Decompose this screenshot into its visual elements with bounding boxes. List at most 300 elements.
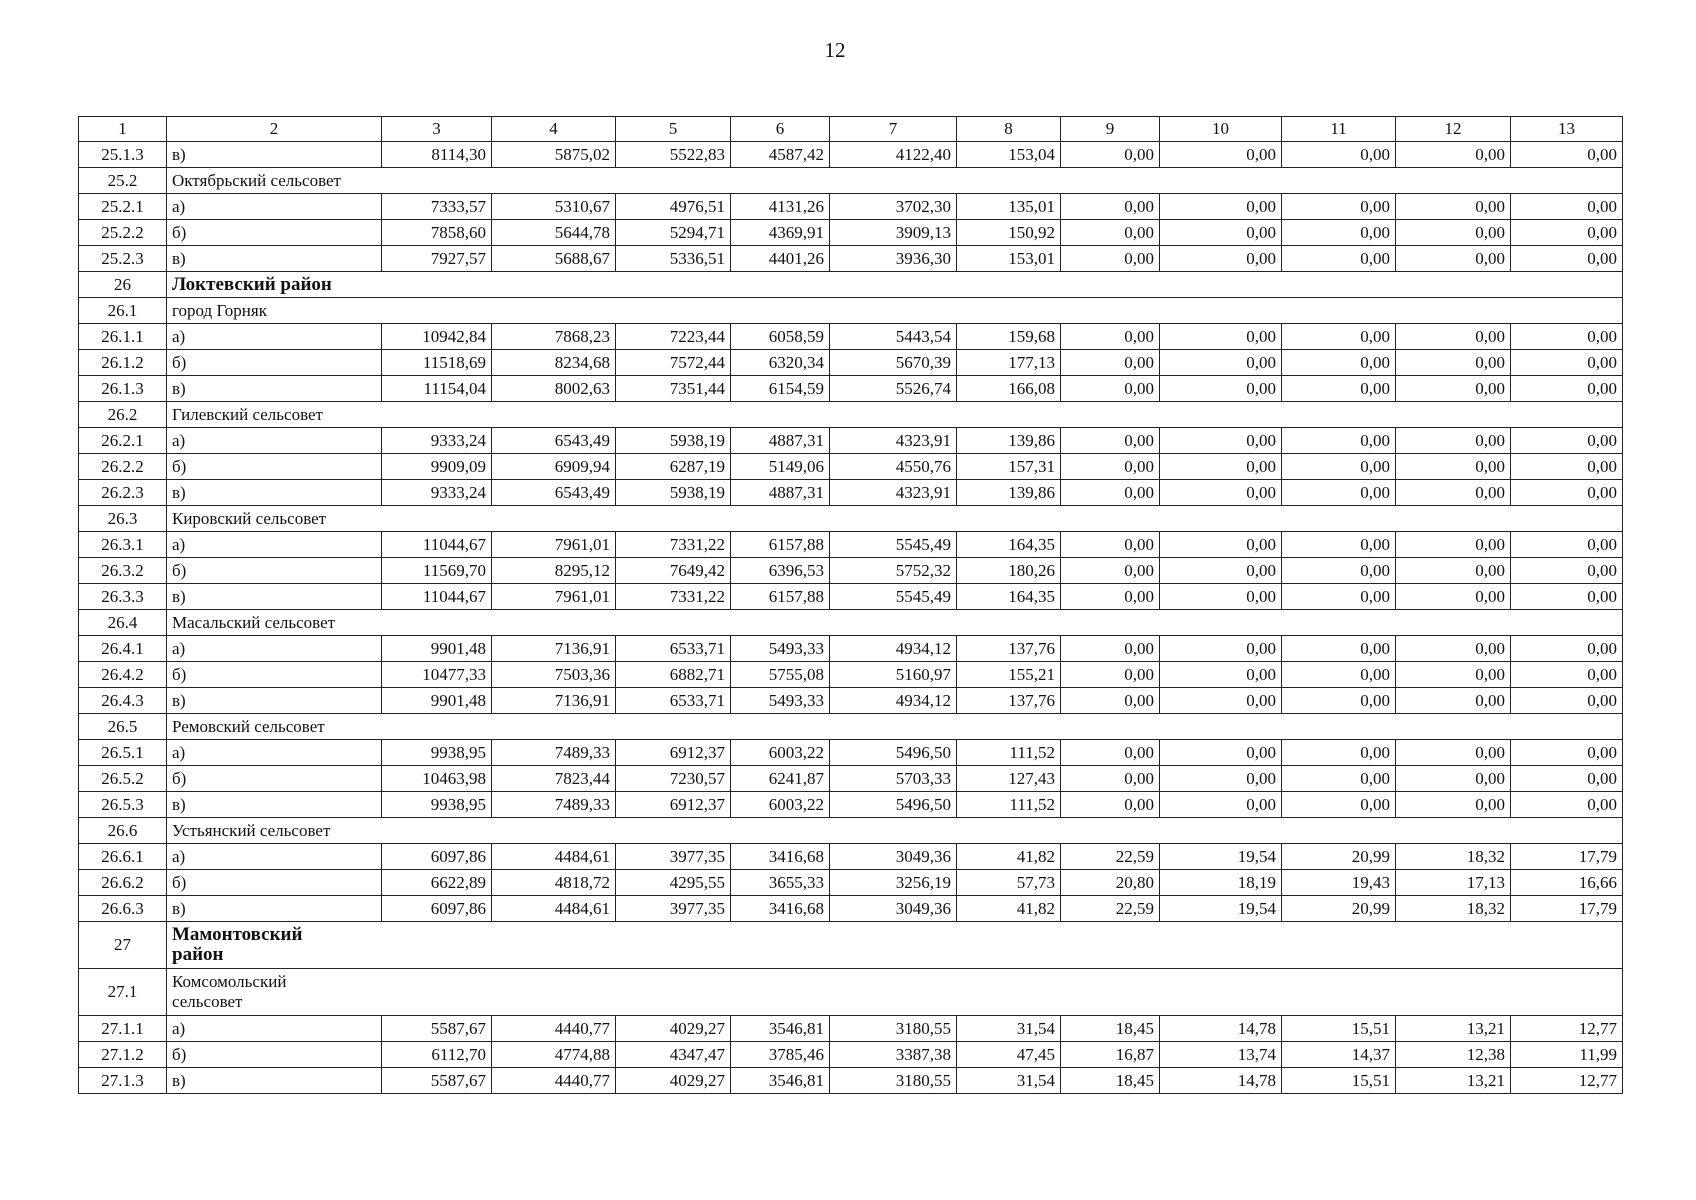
value-cell: 0,00 xyxy=(1511,766,1623,792)
value-cell: 5545,49 xyxy=(830,584,957,610)
value-cell: 8234,68 xyxy=(492,350,616,376)
value-cell: 0,00 xyxy=(1396,662,1511,688)
value-cell: 0,00 xyxy=(1160,584,1282,610)
value-cell: 159,68 xyxy=(957,324,1061,350)
value-cell: 3256,19 xyxy=(830,870,957,896)
value-cell: 4323,91 xyxy=(830,480,957,506)
value-cell: 5938,19 xyxy=(616,480,731,506)
table-row xyxy=(79,662,1623,688)
region-title: Мамонтовский район xyxy=(167,922,1623,969)
value-cell: 5496,50 xyxy=(830,792,957,818)
value-cell: 3387,38 xyxy=(830,1042,957,1068)
value-cell: 0,00 xyxy=(1160,454,1282,480)
row-id: 27.1.2 xyxy=(79,1042,167,1068)
value-cell: 7649,42 xyxy=(616,558,731,584)
value-cell: 13,74 xyxy=(1160,1042,1282,1068)
table-row xyxy=(79,558,1623,584)
value-cell: 0,00 xyxy=(1396,480,1511,506)
value-cell: 0,00 xyxy=(1282,142,1396,168)
value-cell: 0,00 xyxy=(1160,480,1282,506)
column-header: 1 xyxy=(79,117,167,142)
value-cell: 6241,87 xyxy=(731,766,830,792)
row-id: 25.2.1 xyxy=(79,194,167,220)
value-cell: 18,45 xyxy=(1061,1016,1160,1042)
value-cell: 9901,48 xyxy=(382,636,492,662)
section-row xyxy=(79,714,1623,740)
value-cell: 11044,67 xyxy=(382,532,492,558)
row-id: 25.2.2 xyxy=(79,220,167,246)
section-row xyxy=(79,506,1623,532)
value-cell: 111,52 xyxy=(957,792,1061,818)
value-cell: 4440,77 xyxy=(492,1016,616,1042)
table-row xyxy=(79,246,1623,272)
column-header: 6 xyxy=(731,117,830,142)
value-cell: 0,00 xyxy=(1396,688,1511,714)
value-cell: 4887,31 xyxy=(731,480,830,506)
value-cell: 41,82 xyxy=(957,844,1061,870)
value-cell: 3977,35 xyxy=(616,896,731,922)
value-cell: 6533,71 xyxy=(616,636,731,662)
value-cell: 12,77 xyxy=(1511,1016,1623,1042)
value-cell: 164,35 xyxy=(957,584,1061,610)
value-cell: 5310,67 xyxy=(492,194,616,220)
value-cell: 0,00 xyxy=(1396,792,1511,818)
row-variant-label: а) xyxy=(167,428,382,454)
value-cell: 5587,67 xyxy=(382,1016,492,1042)
value-cell: 20,80 xyxy=(1061,870,1160,896)
column-header: 12 xyxy=(1396,117,1511,142)
value-cell: 4029,27 xyxy=(616,1068,731,1094)
value-cell: 0,00 xyxy=(1061,740,1160,766)
value-cell: 0,00 xyxy=(1396,558,1511,584)
value-cell: 7858,60 xyxy=(382,220,492,246)
value-cell: 4131,26 xyxy=(731,194,830,220)
table-row xyxy=(79,350,1623,376)
value-cell: 135,01 xyxy=(957,194,1061,220)
value-cell: 6154,59 xyxy=(731,376,830,402)
value-cell: 22,59 xyxy=(1061,896,1160,922)
value-cell: 0,00 xyxy=(1396,740,1511,766)
row-id: 27.1 xyxy=(79,969,167,1016)
value-cell: 4818,72 xyxy=(492,870,616,896)
value-cell: 0,00 xyxy=(1511,454,1623,480)
value-cell: 22,59 xyxy=(1061,844,1160,870)
row-id: 26.2.1 xyxy=(79,428,167,454)
value-cell: 5688,67 xyxy=(492,246,616,272)
value-cell: 0,00 xyxy=(1061,662,1160,688)
value-cell: 9333,24 xyxy=(382,480,492,506)
value-cell: 6396,53 xyxy=(731,558,830,584)
value-cell: 7136,91 xyxy=(492,636,616,662)
value-cell: 4934,12 xyxy=(830,636,957,662)
value-cell: 7136,91 xyxy=(492,688,616,714)
column-header: 8 xyxy=(957,117,1061,142)
value-cell: 6622,89 xyxy=(382,870,492,896)
value-cell: 0,00 xyxy=(1282,558,1396,584)
value-cell: 4323,91 xyxy=(830,428,957,454)
value-cell: 8295,12 xyxy=(492,558,616,584)
value-cell: 7961,01 xyxy=(492,584,616,610)
value-cell: 6533,71 xyxy=(616,688,731,714)
table-row xyxy=(79,1042,1623,1068)
value-cell: 0,00 xyxy=(1061,688,1160,714)
row-id: 26.4.2 xyxy=(79,662,167,688)
value-cell: 9901,48 xyxy=(382,688,492,714)
value-cell: 6912,37 xyxy=(616,740,731,766)
value-cell: 10942,84 xyxy=(382,324,492,350)
value-cell: 6912,37 xyxy=(616,792,731,818)
section-title: Гилевский сельсовет xyxy=(167,402,1623,428)
row-id: 26.1.3 xyxy=(79,376,167,402)
row-variant-label: в) xyxy=(167,142,382,168)
row-variant-label: в) xyxy=(167,896,382,922)
value-cell: 0,00 xyxy=(1282,584,1396,610)
value-cell: 17,13 xyxy=(1396,870,1511,896)
value-cell: 4122,40 xyxy=(830,142,957,168)
value-cell: 3416,68 xyxy=(731,844,830,870)
value-cell: 3936,30 xyxy=(830,246,957,272)
value-cell: 7230,57 xyxy=(616,766,731,792)
row-variant-label: в) xyxy=(167,480,382,506)
value-cell: 4887,31 xyxy=(731,428,830,454)
table-row xyxy=(79,766,1623,792)
value-cell: 137,76 xyxy=(957,688,1061,714)
table-row xyxy=(79,844,1623,870)
column-header: 3 xyxy=(382,117,492,142)
value-cell: 6157,88 xyxy=(731,532,830,558)
value-cell: 5526,74 xyxy=(830,376,957,402)
value-cell: 0,00 xyxy=(1511,194,1623,220)
value-cell: 0,00 xyxy=(1511,428,1623,454)
column-header: 9 xyxy=(1061,117,1160,142)
value-cell: 17,79 xyxy=(1511,896,1623,922)
value-cell: 14,37 xyxy=(1282,1042,1396,1068)
value-cell: 150,92 xyxy=(957,220,1061,246)
value-cell: 0,00 xyxy=(1061,558,1160,584)
value-cell: 18,32 xyxy=(1396,844,1511,870)
value-cell: 177,13 xyxy=(957,350,1061,376)
value-cell: 12,77 xyxy=(1511,1068,1623,1094)
value-cell: 0,00 xyxy=(1282,246,1396,272)
row-variant-label: б) xyxy=(167,350,382,376)
value-cell: 5644,78 xyxy=(492,220,616,246)
value-cell: 0,00 xyxy=(1511,584,1623,610)
value-cell: 0,00 xyxy=(1061,766,1160,792)
value-cell: 4369,91 xyxy=(731,220,830,246)
value-cell: 5160,97 xyxy=(830,662,957,688)
value-cell: 0,00 xyxy=(1061,532,1160,558)
value-cell: 0,00 xyxy=(1511,350,1623,376)
value-cell: 20,99 xyxy=(1282,844,1396,870)
value-cell: 8114,30 xyxy=(382,142,492,168)
row-variant-label: б) xyxy=(167,558,382,584)
row-id: 26.5.3 xyxy=(79,792,167,818)
value-cell: 9938,95 xyxy=(382,792,492,818)
value-cell: 0,00 xyxy=(1061,428,1160,454)
table-row xyxy=(79,792,1623,818)
value-cell: 139,86 xyxy=(957,428,1061,454)
section-title: Устьянский сельсовет xyxy=(167,818,1623,844)
value-cell: 3546,81 xyxy=(731,1068,830,1094)
value-cell: 7572,44 xyxy=(616,350,731,376)
value-cell: 139,86 xyxy=(957,480,1061,506)
value-cell: 0,00 xyxy=(1061,324,1160,350)
value-cell: 0,00 xyxy=(1282,480,1396,506)
value-cell: 11154,04 xyxy=(382,376,492,402)
row-variant-label: в) xyxy=(167,246,382,272)
row-id: 27 xyxy=(79,922,167,969)
row-id: 26.6.2 xyxy=(79,870,167,896)
value-cell: 5752,32 xyxy=(830,558,957,584)
value-cell: 6157,88 xyxy=(731,584,830,610)
value-cell: 16,87 xyxy=(1061,1042,1160,1068)
value-cell: 41,82 xyxy=(957,896,1061,922)
value-cell: 5294,71 xyxy=(616,220,731,246)
row-variant-label: б) xyxy=(167,662,382,688)
value-cell: 0,00 xyxy=(1511,246,1623,272)
value-cell: 6003,22 xyxy=(731,792,830,818)
table-row xyxy=(79,376,1623,402)
value-cell: 5587,67 xyxy=(382,1068,492,1094)
value-cell: 0,00 xyxy=(1160,194,1282,220)
value-cell: 0,00 xyxy=(1396,532,1511,558)
value-cell: 0,00 xyxy=(1160,688,1282,714)
value-cell: 5493,33 xyxy=(731,688,830,714)
value-cell: 7333,57 xyxy=(382,194,492,220)
value-cell: 10463,98 xyxy=(382,766,492,792)
value-cell: 3049,36 xyxy=(830,896,957,922)
value-cell: 5670,39 xyxy=(830,350,957,376)
column-header: 10 xyxy=(1160,117,1282,142)
section-title: Октябрьский сельсовет xyxy=(167,168,1623,194)
value-cell: 0,00 xyxy=(1282,428,1396,454)
row-variant-label: а) xyxy=(167,194,382,220)
value-cell: 0,00 xyxy=(1061,246,1160,272)
value-cell: 0,00 xyxy=(1061,454,1160,480)
value-cell: 0,00 xyxy=(1511,688,1623,714)
value-cell: 0,00 xyxy=(1282,454,1396,480)
row-id: 27.1.3 xyxy=(79,1068,167,1094)
column-header: 4 xyxy=(492,117,616,142)
value-cell: 0,00 xyxy=(1160,142,1282,168)
value-cell: 6882,71 xyxy=(616,662,731,688)
value-cell: 15,51 xyxy=(1282,1068,1396,1094)
row-variant-label: в) xyxy=(167,792,382,818)
value-cell: 166,08 xyxy=(957,376,1061,402)
value-cell: 0,00 xyxy=(1511,376,1623,402)
value-cell: 0,00 xyxy=(1282,194,1396,220)
value-cell: 14,78 xyxy=(1160,1016,1282,1042)
row-variant-label: б) xyxy=(167,766,382,792)
value-cell: 0,00 xyxy=(1282,636,1396,662)
table-row xyxy=(79,636,1623,662)
row-id: 26.3.1 xyxy=(79,532,167,558)
value-cell: 0,00 xyxy=(1282,350,1396,376)
value-cell: 4550,76 xyxy=(830,454,957,480)
value-cell: 0,00 xyxy=(1396,220,1511,246)
row-id: 26.4.3 xyxy=(79,688,167,714)
value-cell: 5545,49 xyxy=(830,532,957,558)
row-variant-label: а) xyxy=(167,740,382,766)
value-cell: 6909,94 xyxy=(492,454,616,480)
table-row xyxy=(79,688,1623,714)
table-row xyxy=(79,896,1623,922)
value-cell: 3702,30 xyxy=(830,194,957,220)
table-row xyxy=(79,1016,1623,1042)
value-cell: 11518,69 xyxy=(382,350,492,376)
row-id: 26.3.2 xyxy=(79,558,167,584)
value-cell: 0,00 xyxy=(1282,220,1396,246)
value-cell: 3977,35 xyxy=(616,844,731,870)
table-row xyxy=(79,1068,1623,1094)
section-title: Комсомольский сельсовет xyxy=(167,969,1623,1016)
row-variant-label: а) xyxy=(167,532,382,558)
value-cell: 0,00 xyxy=(1282,532,1396,558)
value-cell: 7489,33 xyxy=(492,792,616,818)
row-variant-label: в) xyxy=(167,376,382,402)
value-cell: 4347,47 xyxy=(616,1042,731,1068)
value-cell: 5493,33 xyxy=(731,636,830,662)
value-cell: 4029,27 xyxy=(616,1016,731,1042)
value-cell: 57,73 xyxy=(957,870,1061,896)
section-title: Масальский сельсовет xyxy=(167,610,1623,636)
row-id: 26.2.2 xyxy=(79,454,167,480)
value-cell: 0,00 xyxy=(1061,220,1160,246)
value-cell: 3049,36 xyxy=(830,844,957,870)
value-cell: 0,00 xyxy=(1282,688,1396,714)
value-cell: 17,79 xyxy=(1511,844,1623,870)
value-cell: 153,04 xyxy=(957,142,1061,168)
section-row xyxy=(79,168,1623,194)
value-cell: 0,00 xyxy=(1511,142,1623,168)
value-cell: 10477,33 xyxy=(382,662,492,688)
value-cell: 0,00 xyxy=(1061,376,1160,402)
value-cell: 0,00 xyxy=(1282,324,1396,350)
row-id: 26.1 xyxy=(79,298,167,324)
row-id: 26.6.1 xyxy=(79,844,167,870)
table-row xyxy=(79,428,1623,454)
section-row xyxy=(79,818,1623,844)
value-cell: 0,00 xyxy=(1396,766,1511,792)
region-row xyxy=(79,272,1623,298)
value-cell: 4295,55 xyxy=(616,870,731,896)
value-cell: 16,66 xyxy=(1511,870,1623,896)
value-cell: 0,00 xyxy=(1396,246,1511,272)
value-cell: 9909,09 xyxy=(382,454,492,480)
value-cell: 0,00 xyxy=(1396,324,1511,350)
value-cell: 18,19 xyxy=(1160,870,1282,896)
section-row xyxy=(79,298,1623,324)
table-row xyxy=(79,740,1623,766)
value-cell: 5938,19 xyxy=(616,428,731,454)
table-row xyxy=(79,324,1623,350)
value-cell: 5703,33 xyxy=(830,766,957,792)
value-cell: 0,00 xyxy=(1160,558,1282,584)
value-cell: 0,00 xyxy=(1396,376,1511,402)
row-variant-label: б) xyxy=(167,454,382,480)
value-cell: 0,00 xyxy=(1160,324,1282,350)
table-row xyxy=(79,584,1623,610)
value-cell: 7331,22 xyxy=(616,584,731,610)
value-cell: 3909,13 xyxy=(830,220,957,246)
column-header: 2 xyxy=(167,117,382,142)
value-cell: 0,00 xyxy=(1396,428,1511,454)
value-cell: 7489,33 xyxy=(492,740,616,766)
value-cell: 11,99 xyxy=(1511,1042,1623,1068)
value-cell: 0,00 xyxy=(1511,636,1623,662)
value-cell: 0,00 xyxy=(1160,350,1282,376)
value-cell: 6287,19 xyxy=(616,454,731,480)
value-cell: 157,31 xyxy=(957,454,1061,480)
value-cell: 4401,26 xyxy=(731,246,830,272)
value-cell: 7331,22 xyxy=(616,532,731,558)
row-variant-label: а) xyxy=(167,844,382,870)
section-row xyxy=(79,969,1623,1016)
section-title: Кировский сельсовет xyxy=(167,506,1623,532)
value-cell: 0,00 xyxy=(1282,740,1396,766)
value-cell: 0,00 xyxy=(1061,480,1160,506)
row-variant-label: в) xyxy=(167,1068,382,1094)
value-cell: 7503,36 xyxy=(492,662,616,688)
section-title: город Горняк xyxy=(167,298,1623,324)
value-cell: 0,00 xyxy=(1160,220,1282,246)
value-cell: 6058,59 xyxy=(731,324,830,350)
table-body xyxy=(79,142,1623,1094)
value-cell: 9938,95 xyxy=(382,740,492,766)
row-id: 26.5.1 xyxy=(79,740,167,766)
value-cell: 0,00 xyxy=(1282,376,1396,402)
value-cell: 0,00 xyxy=(1511,220,1623,246)
value-cell: 13,21 xyxy=(1396,1016,1511,1042)
row-variant-label: б) xyxy=(167,1042,382,1068)
value-cell: 4440,77 xyxy=(492,1068,616,1094)
value-cell: 0,00 xyxy=(1396,636,1511,662)
value-cell: 8002,63 xyxy=(492,376,616,402)
value-cell: 164,35 xyxy=(957,532,1061,558)
value-cell: 19,43 xyxy=(1282,870,1396,896)
page-number: 12 xyxy=(824,38,846,62)
region-row xyxy=(79,922,1623,969)
value-cell: 153,01 xyxy=(957,246,1061,272)
value-cell: 0,00 xyxy=(1396,194,1511,220)
row-id: 26.6.3 xyxy=(79,896,167,922)
row-variant-label: а) xyxy=(167,636,382,662)
value-cell: 0,00 xyxy=(1061,350,1160,376)
row-id: 26.6 xyxy=(79,818,167,844)
table-row xyxy=(79,220,1623,246)
row-id: 26.2 xyxy=(79,402,167,428)
value-cell: 0,00 xyxy=(1061,636,1160,662)
value-cell: 14,78 xyxy=(1160,1068,1282,1094)
value-cell: 0,00 xyxy=(1511,740,1623,766)
value-cell: 0,00 xyxy=(1282,662,1396,688)
value-cell: 7823,44 xyxy=(492,766,616,792)
value-cell: 5149,06 xyxy=(731,454,830,480)
value-cell: 47,45 xyxy=(957,1042,1061,1068)
row-variant-label: б) xyxy=(167,870,382,896)
value-cell: 7351,44 xyxy=(616,376,731,402)
value-cell: 137,76 xyxy=(957,636,1061,662)
value-cell: 0,00 xyxy=(1160,636,1282,662)
row-id: 25.2.3 xyxy=(79,246,167,272)
table-row xyxy=(79,454,1623,480)
row-variant-label: а) xyxy=(167,1016,382,1042)
value-cell: 3416,68 xyxy=(731,896,830,922)
row-id: 26.1.2 xyxy=(79,350,167,376)
row-id: 26 xyxy=(79,272,167,298)
value-cell: 127,43 xyxy=(957,766,1061,792)
value-cell: 0,00 xyxy=(1061,584,1160,610)
